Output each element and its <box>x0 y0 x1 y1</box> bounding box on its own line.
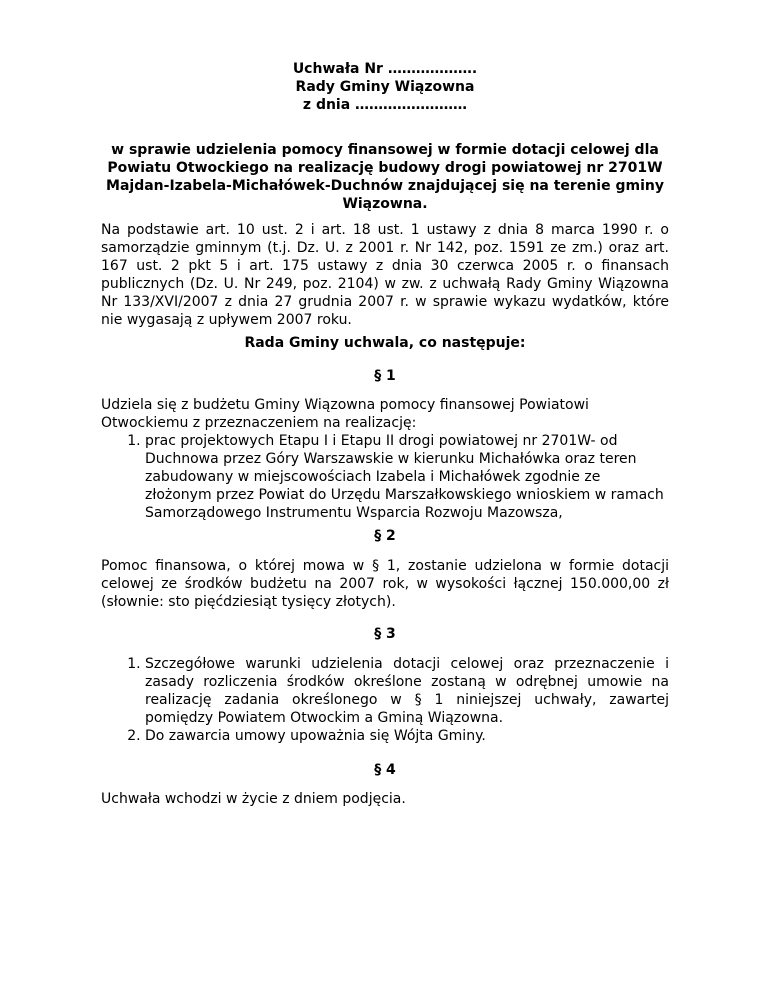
section-2-text: Pomoc finansowa, o której mowa w § 1, zostanie udzielona w formie dotacji celowej ze środków budżetu na 2007 rok, w wysokości łącznej 150.000,00 zł (słownie: sto pięćdziesiąt tysięcy złotych). <box>101 558 669 610</box>
legal-basis-paragraph: Na podstawie art. 10 ust. 2 i art. 18 ust. 1 ustawy z dnia 8 marca 1990 r. o samorządzie gminnym (t.j. Dz. U. z 2001 r. Nr 142, poz. 1591 ze zm.) oraz art. 167 ust. 2 pkt 5 i art. 175 ustawy z dnia 30 czerwca 2005 r. o finansach publicznych (Dz. U. Nr 249, poz. 2104) w zw. z uchwałą Rady Gminy Wiązowna Nr 133/XVI/2007 z dnia 27 grudnia 2007 r. w sprawie wykazu wydatków, które nie wygasają z upływem 2007 roku. <box>101 222 669 328</box>
resolution-header <box>101 60 669 114</box>
section-2-heading: § 2 <box>374 528 396 544</box>
section-3-list <box>101 655 669 745</box>
list-item: 2. Do zawarcia umowy upoważnia się Wójta Gminy. <box>145 727 669 745</box>
section-4-text: Uchwała wchodzi w życie z dniem podjęcia. <box>101 791 406 807</box>
section-4-heading: § 4 <box>374 762 396 778</box>
resolution-date: z dnia …………………… <box>302 97 468 113</box>
resolution-number: Uchwała Nr ………………. <box>292 61 478 77</box>
section-1-heading: § 1 <box>374 368 396 384</box>
section-1-intro: Udziela się z budżetu Gminy Wiązowna pomocy finansowej Powiatowi Otwockiemu z przeznaczeniem na realizację: <box>101 397 589 431</box>
list-item: 1. prac projektowych Etapu I i Etapu II drogi powiatowej nr 2701W- od Duchnowa przez Góry Warszawskie w kierunku Michałówka oraz teren zabudowany w miejscowościach Izabela i Michałówek zgodnie ze złożonym przez Powiat do Urzędu Marszałkowskiego wnioskiem w ramach Samorządowego Instrumentu Wsparcia Rozwoju Mazowsza, <box>145 432 669 522</box>
section-3-heading: § 3 <box>374 626 396 642</box>
section-1-list <box>101 432 669 522</box>
list-item: 1. Szczegółowe warunki udzielenia dotacji celowej oraz przeznaczenie i zasady rozliczenia środków określone zostaną w odrębnej umowie na realizację zadania określonego w § 1 niniejszej uchwały, zawartej pomiędzy Powiatem Otwockim a Gminą Wiązowna. <box>145 655 669 727</box>
resolution-subject: w sprawie udzielenia pomocy finansowej w formie dotacji celowej dla Powiatu Otwockiego na realizację budowy drogi powiatowej nr 2701W Majdan-Izabela-Michałówek-Duchnów znajdującej się na terenie gminy Wiązowna. <box>106 142 664 212</box>
council-name: Rady Gminy Wiązowna <box>295 79 475 95</box>
resolves-heading: Rada Gminy uchwala, co następuje: <box>244 335 526 351</box>
